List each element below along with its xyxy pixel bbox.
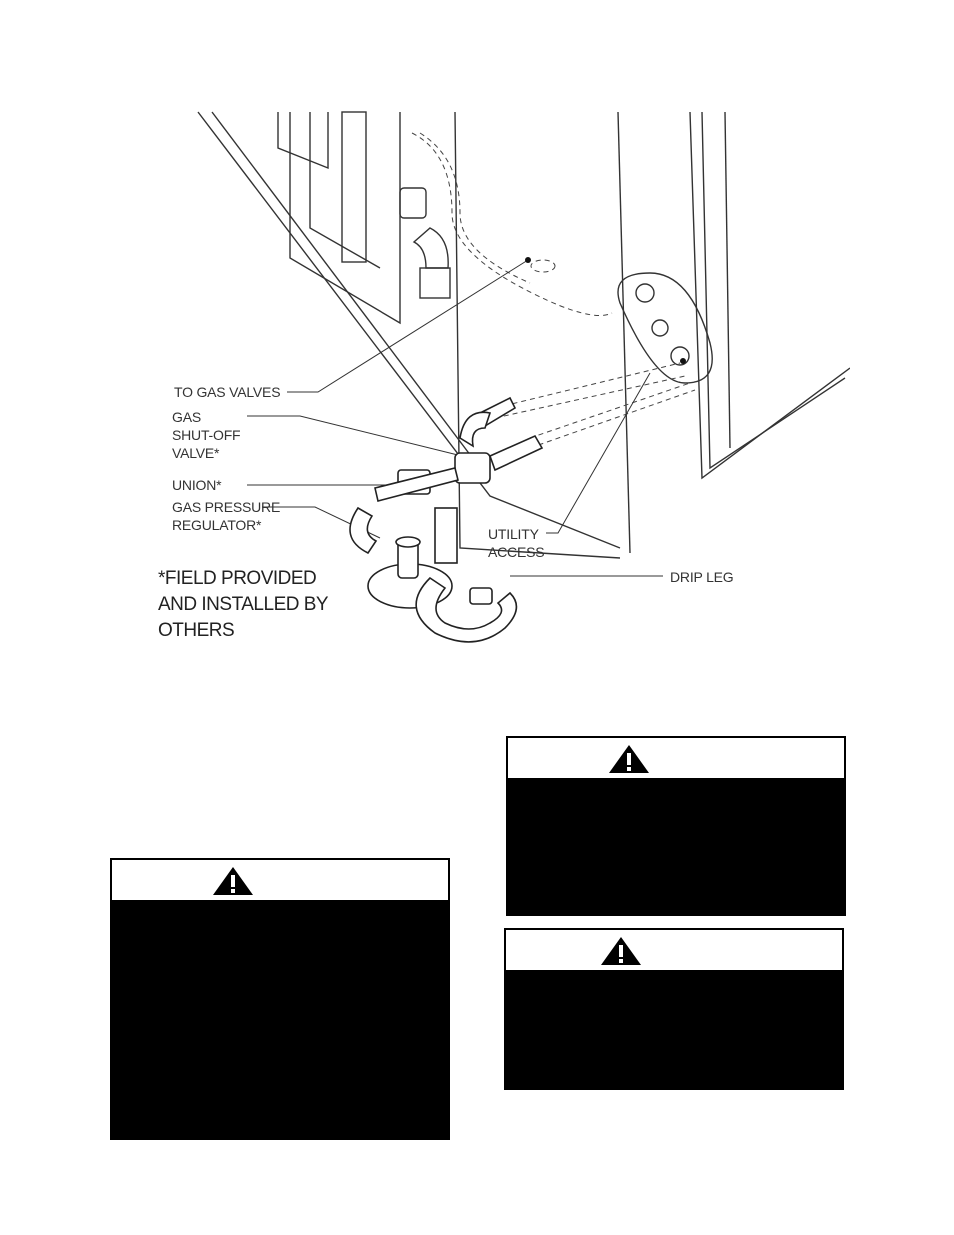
label-drip-leg: DRIP LEG <box>670 569 734 585</box>
left-panel-rail <box>290 112 400 323</box>
warning-box-bottom-right <box>504 928 844 1090</box>
label-regulator-line1: GAS PRESSURE <box>172 499 281 515</box>
hidden-pipe-1 <box>412 133 612 316</box>
hidden-opening <box>531 260 555 272</box>
hidden-pipe-3 <box>495 363 680 408</box>
warning-header <box>112 860 448 902</box>
bracket <box>420 268 450 298</box>
warning-header <box>508 738 844 780</box>
pipe-coupling <box>400 188 426 218</box>
side-panel-3 <box>725 112 730 448</box>
label-union: UNION* <box>172 477 222 493</box>
hidden-pipe-2 <box>420 133 530 283</box>
drip-leg-coupling <box>470 588 492 604</box>
warning-triangle-icon <box>212 866 254 896</box>
pipe-down-left <box>350 508 376 553</box>
valve-marker <box>525 257 531 263</box>
hidden-pipe-4 <box>495 376 685 418</box>
warning-box-top-right <box>506 736 846 916</box>
label-regulator-line2: REGULATOR* <box>172 517 262 533</box>
shutoff-valve-handle <box>490 436 542 470</box>
footnote-line1: *FIELD PROVIDED <box>158 568 317 589</box>
label-utility-line2: ACCESS <box>488 544 545 560</box>
drip-leg-loop <box>416 578 516 642</box>
label-gas-shutoff-valve <box>172 408 240 462</box>
leader-utility <box>546 373 650 533</box>
warning-header <box>506 930 842 972</box>
vertical-pipe <box>342 112 366 262</box>
shutoff-valve-body <box>455 453 490 483</box>
hidden-pipe-5 <box>530 383 690 438</box>
leader-shutoff <box>247 416 470 458</box>
left-panel-rail-2 <box>310 112 380 268</box>
pipe-elbow <box>414 228 448 268</box>
figure-footnote <box>158 566 328 644</box>
label-utility-line1: UTILITY <box>488 526 539 542</box>
front-cabinet-2 <box>618 112 630 553</box>
warning-triangle-icon <box>600 936 642 966</box>
footnote-line3: OTHERS <box>158 620 235 641</box>
warning-body <box>112 902 448 1138</box>
footnote-line2: AND INSTALLED BY <box>158 594 329 615</box>
label-utility-access <box>488 525 544 561</box>
warning-body <box>508 780 844 914</box>
label-gas-shutoff-line3: VALVE* <box>172 445 220 461</box>
warning-triangle-icon <box>608 744 650 774</box>
label-gas-shutoff-line2: SHUT-OFF <box>172 427 241 443</box>
cabinet-left-edge-inner <box>212 112 480 468</box>
access-hole-3 <box>671 347 689 365</box>
label-gas-shutoff-line1: GAS <box>172 409 201 425</box>
warning-body <box>506 972 842 1088</box>
elbow-top <box>460 412 490 446</box>
label-to-gas-valves: TO GAS VALVES <box>174 384 281 400</box>
front-cabinet <box>455 112 620 558</box>
access-hole-1 <box>636 284 654 302</box>
left-panel <box>278 112 328 168</box>
side-panel-2 <box>702 112 845 468</box>
hidden-pipe-6 <box>530 390 695 448</box>
side-panel <box>690 112 850 478</box>
regulator-cap <box>396 537 420 547</box>
access-hole-2 <box>652 320 668 336</box>
label-gas-pressure-regulator <box>172 498 280 534</box>
access-marker <box>680 358 686 364</box>
drip-leg-pipe <box>435 508 457 563</box>
warning-box-left <box>110 858 450 1140</box>
